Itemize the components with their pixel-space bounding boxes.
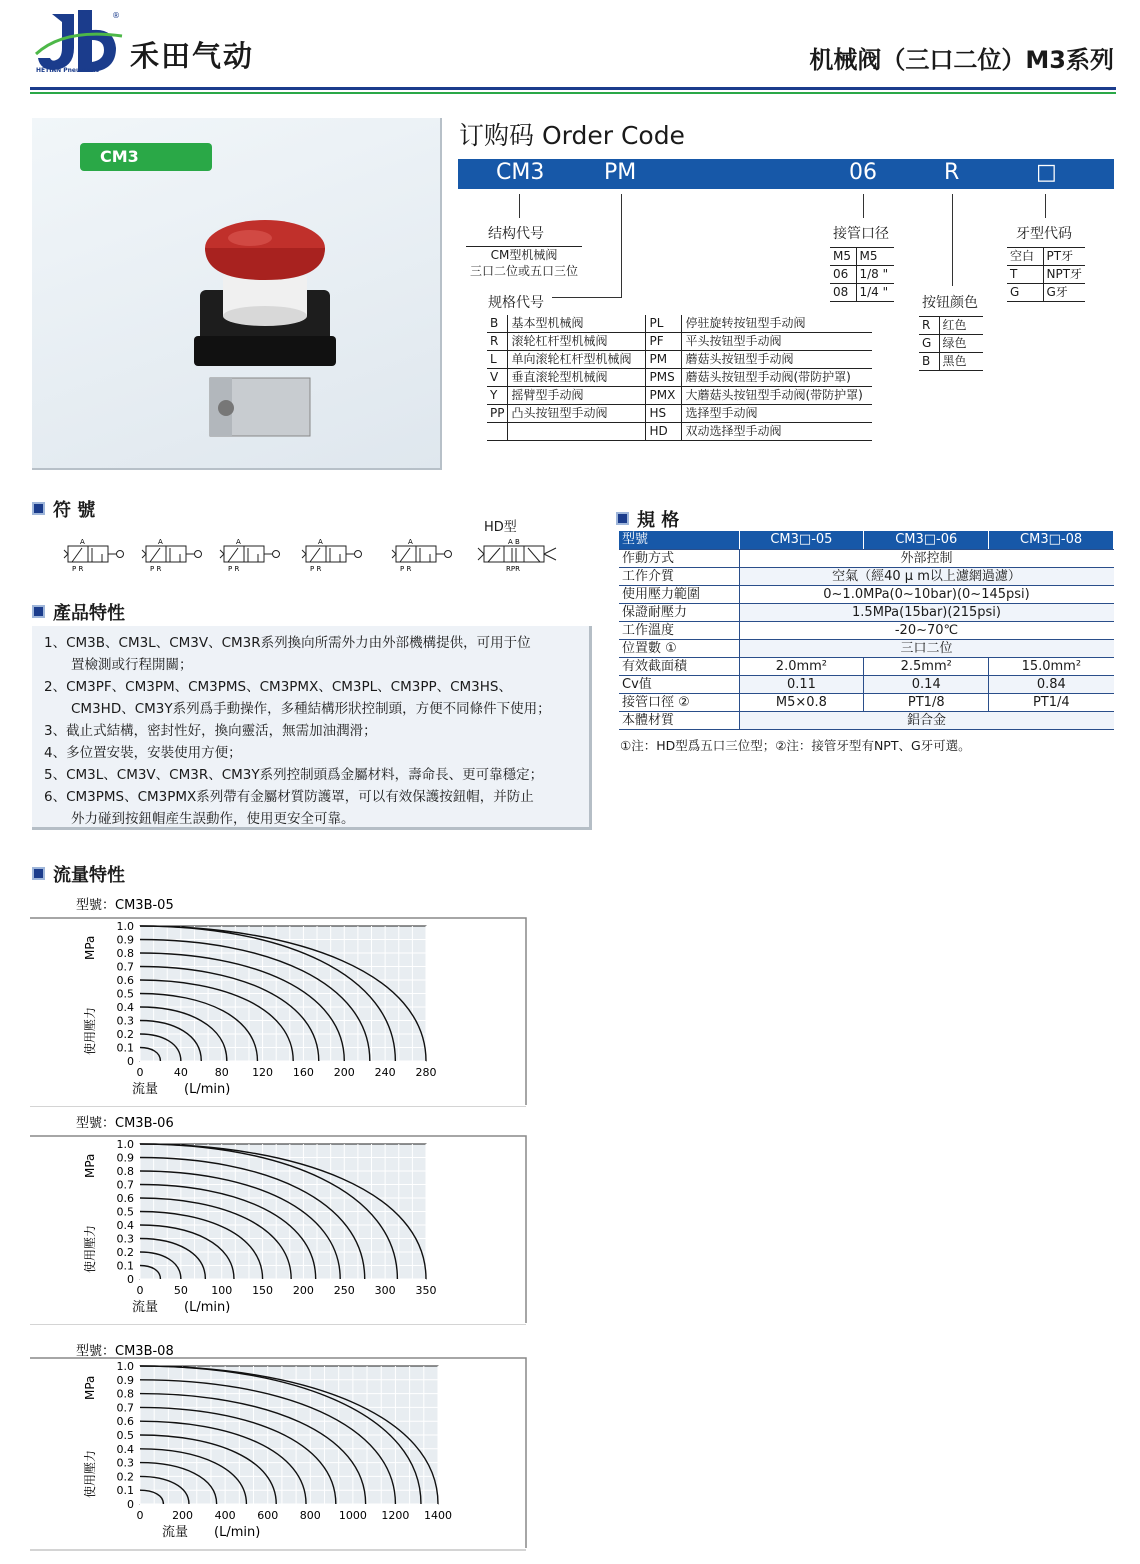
connector-port [863, 194, 864, 218]
chart-y-unit: MPa [83, 935, 97, 960]
chart-x-tick: 40 [173, 1066, 188, 1079]
spec-title-text: 規 格 [637, 510, 680, 531]
spec-code-cell: HS [646, 405, 682, 423]
chart-y-tick: 0.3 [116, 1232, 134, 1246]
chart-y-unit: MPa [83, 1153, 97, 1178]
spec-code-cell: 大蘑菇头按钮型手动阀(带防护罩) [682, 387, 872, 405]
spec-code-cell: PF [646, 333, 682, 351]
symbol-ports-rpr: RPR [506, 565, 520, 573]
port-row [830, 266, 894, 284]
chart-x-tick: 600 [257, 1509, 279, 1522]
order-code-title: 订购码 Order Code [459, 121, 685, 150]
color-row [919, 317, 983, 335]
chart-x-tick: 400 [214, 1509, 236, 1522]
spec-code-cell: PMS [646, 369, 682, 387]
color-cell: G [919, 335, 939, 353]
valve-symbol-lever-icon [300, 534, 380, 574]
spec-head-cell: CM3□-05 [739, 531, 864, 549]
spec-row-label: 工作介質 [619, 567, 739, 585]
thread-table [1007, 247, 1085, 302]
chart-x-tick: 350 [415, 1284, 437, 1297]
chart-x-tick: 150 [252, 1284, 274, 1297]
spec-code-cell: 蘑菇头按钮型手动阀(带防护罩) [682, 369, 872, 387]
spec-code-cell: 基本型机械阀 [508, 315, 646, 333]
feature-line: 6、CM3PMS、CM3PMX系列帶有金屬材質防護罩，可以有效保護按鈕帽，并防止 [44, 789, 534, 805]
chart-y-tick: 0 [127, 1273, 134, 1286]
chart-x-label: 流量 [132, 1082, 159, 1097]
spec-head-row [619, 531, 1114, 549]
feature-line: 4、多位置安裝，安裝使用方便； [44, 745, 242, 761]
color-cell: 黑色 [939, 353, 983, 371]
spec-row [619, 711, 1114, 729]
chart-y-tick: 0.2 [116, 1470, 134, 1484]
valve-photo-illustration [190, 218, 340, 438]
chart-x-tick: 800 [299, 1509, 321, 1522]
chart-x-tick: 200 [333, 1066, 355, 1079]
spec-code-cell [508, 423, 646, 441]
chart-x-tick: 300 [374, 1284, 396, 1297]
spec-code-cell [487, 423, 508, 441]
spec-code-cell: B [487, 315, 508, 333]
chart-x-tick: 120 [252, 1066, 274, 1079]
chart-y-tick: 0.2 [116, 1028, 134, 1041]
spec-row [619, 549, 1114, 567]
thread-row [1007, 284, 1085, 302]
chart-y-tick: 0.3 [116, 1014, 134, 1028]
feature-line: CM3HD、CM3Y系列爲手動操作，多種結構形狀控制頭，方便不同條件下使用； [44, 701, 551, 717]
spec-code-cell: L [487, 351, 508, 369]
struct-desc-line2: 三口二位或五口三位 [469, 264, 578, 278]
feature-line: 1、CM3B、CM3L、CM3V、CM3R系列換向所需外力由外部機構提供，可用于位 [44, 635, 531, 651]
order-code-thread: □ [1036, 160, 1057, 185]
spec-row-label: 位置數 ① [619, 639, 739, 657]
spec-row [619, 585, 1114, 603]
spec-code-row [487, 315, 872, 333]
chart-y-tick: 0.4 [116, 1001, 134, 1014]
color-label: 按钮颜色 [922, 295, 978, 311]
spec-row [619, 567, 1114, 585]
spec-code-row [487, 423, 872, 441]
thread-cell: PT牙 [1043, 248, 1085, 266]
thread-row [1007, 266, 1085, 284]
thread-cell: T [1007, 266, 1043, 284]
model-badge: CM3 [80, 143, 212, 171]
chart-y-tick: 0.5 [116, 987, 134, 1001]
spec-row-value: 2.0mm² [739, 657, 864, 675]
spec-head-cell: CM3□-06 [864, 531, 989, 549]
spec-row-label: 有效截面積 [619, 657, 739, 675]
svg-text:®: ® [112, 11, 120, 20]
chart-x-tick: 80 [214, 1066, 229, 1079]
chart-x-tick: 1200 [381, 1509, 410, 1522]
hd-label: HD型 [484, 520, 517, 535]
spec-code-row [487, 369, 872, 387]
symbols-section-title [32, 496, 95, 522]
spec-row [619, 639, 1114, 657]
chart-title: 型號：CM3B-08 [76, 1344, 174, 1359]
chart-y-tick: 1.0 [116, 1138, 134, 1151]
spec-row-label: 接管口徑 ② [619, 693, 739, 711]
spec-head-cell: 型號 [619, 531, 739, 549]
chart-y-tick: 0.8 [116, 1387, 134, 1401]
spec-row-value: PT1/8 [864, 693, 989, 711]
valve-symbol-roller-icon [140, 534, 220, 574]
flow-section-title [32, 861, 125, 887]
port-row [830, 248, 894, 266]
feature-line: 2、CM3PF、CM3PM、CM3PMS、CM3PMX、CM3PL、CM3PP、CM3HS、 [44, 679, 512, 695]
valve-symbol-button-icon [62, 534, 142, 574]
chart-x-tick: 50 [173, 1284, 188, 1297]
port-cell: 08 [830, 284, 856, 302]
spec-row [619, 621, 1114, 639]
chart-x-tick: 0 [136, 1066, 144, 1079]
chart-x-tick: 240 [374, 1066, 396, 1079]
spec-head-cell: CM3□-08 [989, 531, 1114, 549]
port-cell: M5 [856, 248, 894, 266]
chart-y-tick: 0.1 [116, 1259, 134, 1273]
flow-chart-2 [20, 1110, 540, 1325]
chart-y-tick: 0.7 [116, 1178, 134, 1192]
feature-line: 置檢測或行程開關； [44, 657, 193, 673]
spec-code-cell: PMX [646, 387, 682, 405]
chart-x-tick: 200 [172, 1509, 194, 1522]
chart-y-tick: 0.9 [116, 1151, 134, 1165]
spec-code-cell: R [487, 333, 508, 351]
spec-row-value: 0.84 [989, 675, 1114, 693]
port-cell: 06 [830, 266, 856, 284]
chart-x-tick: 1400 [424, 1509, 452, 1522]
connector-struct [519, 194, 520, 218]
spec-code-table [487, 315, 872, 441]
spec-code-cell: 摇臂型手动阀 [508, 387, 646, 405]
chart-x-tick: 160 [292, 1066, 314, 1079]
chart-x-label: 流量 [132, 1300, 159, 1315]
thread-label: 牙型代码 [1016, 226, 1072, 242]
port-label: 接管口径 [833, 226, 889, 242]
symbol-ports-pr: P R [310, 565, 322, 573]
symbol-port-a: A [80, 538, 85, 546]
chart-y-tick: 0.9 [116, 933, 134, 947]
chart-y-tick: 1.0 [116, 1360, 134, 1373]
spec-row-value: 0~1.0MPa(0~10bar)(0~145psi) [739, 585, 1114, 603]
spec-code-cell: Y [487, 387, 508, 405]
flow-title-text: 流量特性 [53, 865, 125, 886]
struct-desc-line1: CM型机械阀 [490, 248, 558, 262]
hetian-logo-icon [34, 8, 124, 76]
flow-chart-1 [20, 892, 540, 1107]
spec-note: ①注：HD型爲五口三位型；②注：接管牙型有NPT、G牙可選。 [620, 738, 971, 753]
spec-code-cell: 垂直滚轮型机械阀 [508, 369, 646, 387]
spec-code-cell: HD [646, 423, 682, 441]
symbols-title-text: 符 號 [53, 500, 96, 521]
port-cell: 1/4 " [856, 284, 894, 302]
spec-code-cell: 蘑菇头按钮型手动阀 [682, 351, 872, 369]
chart-x-tick: 250 [333, 1284, 355, 1297]
spec-row-value: -20~70℃ [739, 621, 1114, 639]
chart-x-unit: (L/min) [184, 1082, 231, 1097]
chart-x-tick: 1000 [338, 1509, 367, 1522]
chart-y-tick: 0.8 [116, 947, 134, 960]
spec-row-value: 0.14 [864, 675, 989, 693]
feature-line: 外力碰到按鈕帽産生誤動作，使用更安全可靠。 [44, 811, 355, 827]
chart-y-unit: MPa [83, 1375, 97, 1400]
thread-cell: G [1007, 284, 1043, 302]
spec-row-value: 鋁合金 [739, 711, 1114, 729]
symbol-port-a: A [158, 538, 163, 546]
thread-cell: NPT牙 [1043, 266, 1085, 284]
spec-row-value: 2.5mm² [864, 657, 989, 675]
spec-code-row [487, 351, 872, 369]
spec-table [619, 531, 1114, 730]
chart-y-tick: 0.6 [116, 1192, 134, 1205]
chart-y-tick: 0.4 [116, 1442, 134, 1456]
chart-y-label: 使用壓力 [83, 1449, 97, 1498]
series-title: 机械阀（三口二位）M3系列 [809, 46, 1114, 74]
spec-row-label: 工作溫度 [619, 621, 739, 639]
spec-code-cell: PL [646, 315, 682, 333]
spec-row-value: 三口二位 [739, 639, 1114, 657]
spec-row [619, 603, 1114, 621]
spec-code-cell: PM [646, 351, 682, 369]
port-table [830, 247, 894, 302]
spec-code-cell: 单向滚轮杠杆型机械阀 [508, 351, 646, 369]
spec-code-cell: 停驻旋转按钮型手动阀 [682, 315, 872, 333]
valve-symbol-plunger-icon [218, 534, 298, 574]
header-rule-green [30, 92, 1116, 94]
chart-y-tick: 0.2 [116, 1246, 134, 1259]
brand-en: HETIAN Pneumatic [36, 67, 99, 74]
thread-row [1007, 248, 1085, 266]
thread-cell: G牙 [1043, 284, 1085, 302]
spec-code-cell: 滚轮杠杆型机械阀 [508, 333, 646, 351]
spec-row-label: 本體材質 [619, 711, 739, 729]
chart-y-tick: 0.4 [116, 1219, 134, 1232]
order-code-spec: PM [604, 160, 637, 185]
connector-spec-h [552, 297, 622, 298]
chart-x-label: 流量 [162, 1525, 189, 1540]
color-cell: 红色 [939, 317, 983, 335]
spec-code-cell: 凸头按钮型手动阀 [508, 405, 646, 423]
connector-thread [1045, 194, 1046, 218]
chart-y-tick: 0.1 [116, 1041, 134, 1055]
brand-name: 禾田气动 [130, 39, 255, 73]
order-code-series: CM3 [496, 160, 545, 185]
symbol-ports-ab: A B [508, 538, 520, 546]
port-cell: 1/8 " [856, 266, 894, 284]
section-bullet-icon [616, 512, 629, 525]
chart-y-tick: 0.3 [116, 1456, 134, 1470]
spec-row-value: PT1/4 [989, 693, 1114, 711]
chart-x-tick: 280 [415, 1066, 437, 1079]
chart-y-tick: 0.5 [116, 1205, 134, 1219]
symbol-port-a: A [236, 538, 241, 546]
struct-desc [466, 246, 582, 279]
spec-row-value: 15.0mm² [989, 657, 1114, 675]
chart-y-tick: 0.6 [116, 974, 134, 987]
flow-chart-3 [20, 1338, 540, 1553]
spec-section-title [616, 506, 679, 532]
section-bullet-icon [32, 502, 45, 515]
spec-row [619, 675, 1114, 693]
port-row [830, 284, 894, 302]
spec-row-label: 使用壓力範圍 [619, 585, 739, 603]
chart-y-tick: 1.0 [116, 920, 134, 933]
features-title-text: 產品特性 [53, 603, 125, 624]
section-bullet-icon [32, 867, 45, 880]
chart-y-tick: 0.9 [116, 1373, 134, 1387]
connector-spec [621, 194, 622, 298]
spec-row-value: 0.11 [739, 675, 864, 693]
spec-row [619, 657, 1114, 675]
struct-label: 结构代号 [488, 226, 544, 242]
header-rule-blue [30, 87, 1116, 90]
spec-row-label: 保證耐壓力 [619, 603, 739, 621]
spec-code-cell: 双动选择型手动阀 [682, 423, 872, 441]
chart-y-label: 使用壓力 [83, 1006, 97, 1055]
page-header [0, 0, 1140, 100]
chart-x-unit: (L/min) [184, 1300, 231, 1315]
valve-symbol-mushroom-icon [390, 534, 470, 574]
order-code-color: R [944, 160, 960, 185]
color-cell: R [919, 317, 939, 335]
symbol-ports-pr: P R [150, 565, 162, 573]
chart-y-tick: 0.7 [116, 1401, 134, 1415]
chart-y-label: 使用壓力 [83, 1224, 97, 1273]
feature-line: 3、截止式結構，密封性好，換向靈活，無需加油潤滑； [44, 723, 377, 739]
symbol-ports-pr: P R [72, 565, 84, 573]
port-cell: M5 [830, 248, 856, 266]
spec-code-cell: 平头按钮型手动阀 [682, 333, 872, 351]
chart-y-tick: 0.6 [116, 1415, 134, 1429]
section-bullet-icon [32, 605, 45, 618]
spec-row-value: 外部控制 [739, 549, 1114, 567]
order-code-bar [458, 159, 1114, 189]
spec-label: 规格代号 [488, 295, 544, 311]
chart-y-tick: 0.5 [116, 1429, 134, 1442]
color-table [919, 316, 983, 371]
order-code-port: 06 [849, 160, 877, 185]
chart-y-tick: 0 [127, 1055, 134, 1068]
chart-y-tick: 0 [127, 1498, 134, 1511]
spec-code-row [487, 333, 872, 351]
color-cell: 绿色 [939, 335, 983, 353]
chart-title: 型號：CM3B-06 [76, 1116, 174, 1131]
feature-line: 5、CM3L、CM3V、CM3R、CM3Y系列控制頭爲金屬材料，壽命長、更可靠穩定； [44, 767, 544, 783]
thread-cell: 空白 [1007, 248, 1043, 266]
spec-row-value: M5×0.8 [739, 693, 864, 711]
chart-x-tick: 0 [136, 1284, 144, 1297]
chart-y-tick: 0.7 [116, 960, 134, 974]
chart-y-tick: 0.1 [116, 1484, 134, 1498]
chart-title: 型號：CM3B-05 [76, 898, 174, 913]
connector-color [952, 194, 953, 286]
spec-code-cell: 选择型手动阀 [682, 405, 872, 423]
symbol-ports-pr: P R [228, 565, 240, 573]
spec-code-row [487, 405, 872, 423]
features-section-title [32, 599, 125, 625]
spec-code-cell: PP [487, 405, 508, 423]
spec-row-value: 1.5MPa(15bar)(215psi) [739, 603, 1114, 621]
chart-x-tick: 200 [292, 1284, 314, 1297]
symbol-ports-pr: P R [400, 565, 412, 573]
valve-symbol-hd-icon [476, 534, 560, 574]
features-list [32, 626, 592, 830]
chart-y-tick: 0.8 [116, 1165, 134, 1178]
spec-row-value: 空氣（經40 μ m以上濾網過濾） [739, 567, 1114, 585]
spec-row-label: 作動方式 [619, 549, 739, 567]
chart-x-tick: 0 [136, 1509, 144, 1522]
symbol-port-a: A [318, 538, 323, 546]
color-cell: B [919, 353, 939, 371]
color-row [919, 335, 983, 353]
spec-row-label: Cv值 [619, 675, 739, 693]
spec-row [619, 693, 1114, 711]
spec-code-row [487, 387, 872, 405]
spec-code-cell: V [487, 369, 508, 387]
chart-x-unit: (L/min) [214, 1525, 261, 1540]
chart-x-tick: 100 [211, 1284, 233, 1297]
symbol-port-a: A [408, 538, 413, 546]
color-row [919, 353, 983, 371]
